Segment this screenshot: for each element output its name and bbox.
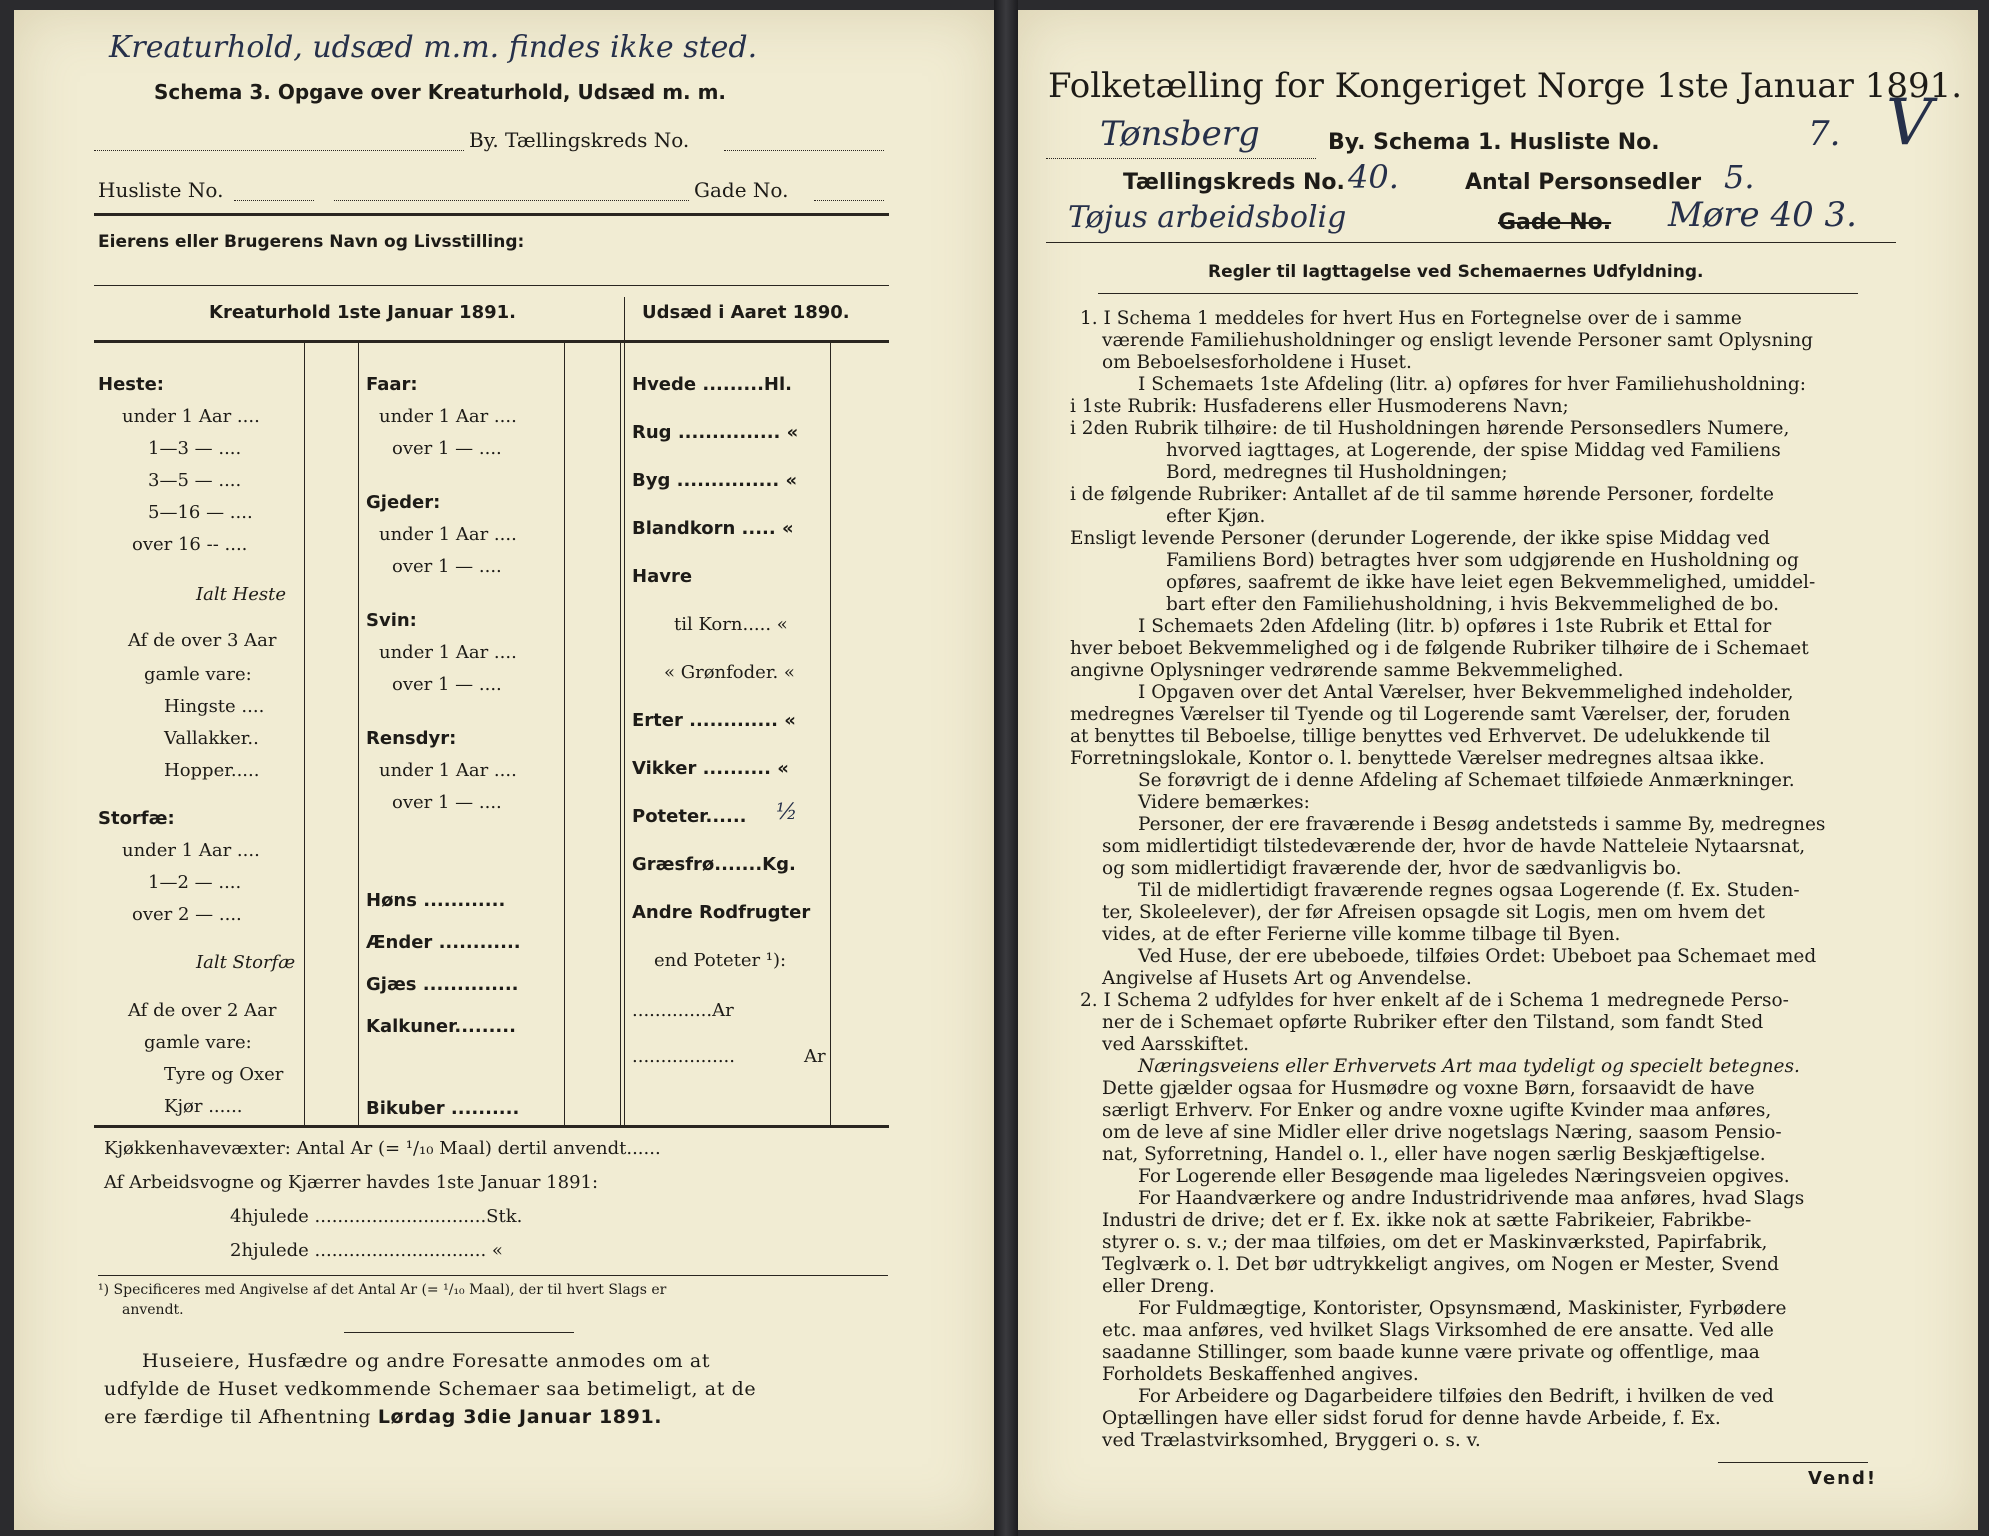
poteter-value: ½ — [776, 800, 798, 825]
gade-struck: Gade No. — [1498, 210, 1612, 235]
col3-row: Erter ............. « — [632, 710, 796, 731]
col1-row: Hingste .... — [164, 696, 265, 717]
col1-row: Storfæ: — [98, 808, 175, 829]
col1-row: over 16 -- .... — [132, 534, 248, 555]
col1-row: Kjør ...... — [164, 1096, 243, 1117]
husliste-label: Husliste No. — [98, 178, 224, 202]
col1-row: 3—5 — .... — [148, 470, 242, 491]
rule-line: hvorved iagttages, at Logerende, der spise Middag ved Familiens — [1166, 440, 1781, 461]
husliste-no: 7. — [1808, 114, 1841, 154]
col2-row: Gjæs .............. — [366, 974, 519, 995]
col1-row: Vallakker.. — [164, 728, 259, 749]
eierens-label: Eierens eller Brugerens Navn og Livsstilling: — [98, 232, 525, 252]
rule-line: Forretningslokale, Kontor o. l. benyttede Værelser medregnes altsaa ikke. — [1070, 748, 1765, 769]
col3-row: Byg ............... « — [632, 470, 798, 491]
kjokken-line: Kjøkkenhavevæxter: Antal Ar (= ¹/₁₀ Maal) dertil anvendt...... — [104, 1138, 661, 1159]
table-header-rule — [94, 340, 889, 343]
rule-line: styrer o. s. v.; der maa tilføies, om det er Maskinværksted, Papirfabrik, — [1102, 1232, 1768, 1253]
kreds-blank — [724, 150, 884, 151]
col3-row: Poteter...... — [632, 806, 747, 827]
col2-row: Rensdyr: — [366, 728, 457, 749]
col2-divider-b — [620, 342, 621, 1125]
rule-line: Optællingen have eller sidst forud for denne havde Arbeide, f. Ex. — [1102, 1408, 1721, 1429]
col2-row: Ænder ............ — [366, 932, 521, 953]
col2-row: over 1 — .... — [392, 556, 502, 577]
rule-line: I Opgaven over det Antal Værelser, hver Bekvemmelighed indeholder, — [1138, 682, 1794, 703]
rule-line: særligt Erhverv. For Enker og andre voxne ugifte Kvinder maa anføres, — [1102, 1100, 1772, 1121]
rule-line: For Logerende eller Besøgende maa ligeledes Næringsveien opgives. — [1138, 1166, 1790, 1187]
col3-row: Blandkorn ..... « — [632, 518, 794, 539]
rule-line: om de leve af sine Midler eller drive nogetslags Næring, saasom Pensio- — [1102, 1122, 1782, 1143]
col3-row: Havre — [632, 566, 693, 587]
col1-row: Af de over 2 Aar — [128, 1000, 277, 1021]
rule-line: Dette gjælder ogsaa for Husmødre og voxne Børn, forsaavidt de have — [1102, 1078, 1755, 1099]
rule-line: I Schemaets 2den Afdeling (litr. b) opføres i 1ste Rubrik et Ettal for — [1138, 616, 1772, 637]
col1-row: gamle vare: — [144, 1032, 252, 1053]
col1-row: Ialt Heste — [196, 584, 287, 605]
schema3-title: Schema 3. Opgave over Kreaturhold, Udsæd m. m. — [154, 80, 727, 104]
closing-line-1: Huseiere, Husfædre og andre Foresatte anmodes om at — [142, 1350, 711, 1372]
right-page-schema-1 — [1018, 10, 1978, 1530]
rule-line: Ensligt levende Personer (derunder Logerende, der ikke spise Middag ved — [1070, 528, 1770, 549]
col1-row: Hopper..... — [164, 760, 260, 781]
rule-line: i de følgende Rubriker: Antallet af de til samme hørende Personer, fordelte — [1070, 484, 1774, 505]
col2-row: Faar: — [366, 374, 418, 395]
col3-row: Andre Rodfrugter — [632, 902, 811, 923]
husliste-blank — [234, 200, 314, 201]
rule-line: og som midlertidigt fraværende der, hvor de sædvanligvis bo. — [1102, 858, 1682, 879]
by-blank — [94, 150, 464, 151]
vend-rule — [1718, 1462, 1868, 1463]
col3-row: .................. — [632, 1046, 735, 1067]
col1-row: 5—16 — .... — [148, 502, 253, 523]
table-top-rule — [94, 285, 889, 286]
col2-row: Gjeder: — [366, 492, 441, 513]
col1-row: Heste: — [98, 374, 164, 395]
rule-line: Personer, der ere fraværende i Besøg andetsteds i samme By, medregnes — [1138, 814, 1826, 835]
col3-row: Græsfrø.......Kg. — [632, 854, 796, 875]
col1-row: Tyre og Oxer — [164, 1064, 284, 1085]
address-handwritten: Tøjus arbeidsbolig — [1068, 200, 1347, 235]
rule-line: 1. I Schema 1 meddeles for hvert Hus en Fortegnelse over de i samme — [1080, 308, 1742, 329]
rule-line: opføres, saafremt de ikke have leiet egen Bekvemmelighed, umiddel- — [1166, 572, 1816, 593]
gade-name-blank — [334, 200, 689, 201]
col3-row: Rug ............... « — [632, 422, 799, 443]
rule-line: ved Trælastvirksomhed, Bryggeri o. s. v. — [1102, 1430, 1481, 1451]
header-rule-right — [1046, 242, 1896, 243]
town-handwritten: Tønsberg — [1100, 114, 1260, 154]
rule-line: I Schemaets 1ste Afdeling (litr. a) opføres for hver Familiehusholdning: — [1138, 374, 1806, 395]
rule-line: efter Kjøn. — [1166, 506, 1266, 527]
col2-row: under 1 Aar .... — [379, 760, 517, 781]
rule-line: ter, Skoleelever), der før Afreisen opsagde sit Logis, men om hvem det — [1102, 902, 1765, 923]
rule-line: Se forøvrigt de i denne Afdeling af Schemaet tilføiede Anmærkninger. — [1138, 770, 1795, 791]
footnote-2: anvendt. — [122, 1302, 184, 1318]
arbeidsvogne-line: Af Arbeidsvogne og Kjærrer havdes 1ste Januar 1891: — [104, 1172, 599, 1193]
rule-line: i 2den Rubrik tilhøire: de til Husholdningen hørende Personsedlers Numere, — [1070, 418, 1790, 439]
hjulede2-line: 2hjulede .............................. « — [230, 1240, 503, 1261]
by-schema-line: By. Schema 1. Husliste No. — [1328, 130, 1660, 155]
rule-line: Ved Huse, der ere ubeboede, tilføies Ordet: Ubeboet paa Schemaet med — [1138, 946, 1817, 967]
rule-line: 2. I Schema 2 udfyldes for hver enkelt af de i Schema 1 medregnede Perso- — [1080, 990, 1789, 1011]
rule-line: nat, Syforretning, Handel o. l., eller have nogen særlig Beskjæftigelse. — [1102, 1144, 1766, 1165]
by-line: By. Tællingskreds No. — [469, 128, 690, 152]
rule-line: værende Familiehusholdninger og ensligt levende Personer samt Oplysning — [1102, 330, 1813, 351]
col2-divider-a — [564, 342, 565, 1125]
rule-line: Teglværk o. l. Det bør udtrykkeligt angives, om Nogen er Mester, Svend — [1102, 1254, 1779, 1275]
rule-line: For Arbeidere og Dagarbeidere tilføies den Bedrift, i hvilken de ved — [1138, 1386, 1774, 1407]
handwritten-note: Kreaturhold, udsæd m.m. findes ikke sted. — [109, 30, 758, 65]
rule-line: For Haandværkere og andre Industridrivende maa anføres, hvad Slags — [1138, 1188, 1805, 1209]
closing-line-3-text: ere færdige til Afhentning — [104, 1406, 372, 1428]
gade-label: Gade No. — [694, 178, 789, 202]
rule-line: angivne Oplysninger vedrørende samme Bekvemmelighed. — [1070, 660, 1624, 681]
col1-row: 1—3 — .... — [148, 438, 242, 459]
rule-line: Industri de drive; det er f. Ex. ikke nok at sætte Fabrikeier, Fabrikbe- — [1102, 1210, 1752, 1231]
col3-row: end Poteter ¹): — [654, 950, 787, 971]
rule-line: medregnes Værelser til Tyende og til Logerende samt Værelser, der, foruden — [1070, 704, 1791, 725]
rules-rule — [1098, 293, 1858, 294]
rule-line: at benyttes til Beboelse, tillige benyttes ved Erhvervet. De udelukkende til — [1070, 726, 1771, 747]
col1-divider-a — [304, 342, 305, 1125]
rule-line: Videre bemærkes: — [1138, 792, 1310, 813]
rule-line: i 1ste Rubrik: Husfaderens eller Husmoderens Navn; — [1070, 396, 1569, 417]
kreds-no: 40. — [1348, 158, 1399, 196]
column-divider-main — [624, 297, 625, 1125]
rule-line: etc. maa anføres, ved hvilket Slags Virksomhed de ere ansatte. Ved alle — [1102, 1320, 1774, 1341]
census-title: Folketælling for Kongeriget Norge 1ste Januar 1891. — [1048, 66, 1963, 106]
closing-line-3-date: Lørdag 3die Januar 1891. — [377, 1406, 663, 1428]
closing-line-2: udfylde de Huset vedkommende Schemaer saa betimeligt, at de — [104, 1378, 757, 1400]
footnote-1: ¹) Specificeres med Angivelse af det Antal Ar (= ¹/₁₀ Maal), der til hvert Slags er — [98, 1282, 667, 1298]
antal-label: Antal Personsedler — [1465, 170, 1702, 195]
udsaed-header: Udsæd i Aaret 1890. — [642, 302, 850, 323]
col2-row: Høns ............ — [366, 890, 506, 911]
rule-line: hver beboet Bekvemmelighed og i de følgende Rubriker tilhøire de i Schemaet — [1070, 638, 1809, 659]
rule-line: vides, at de efter Ferierne ville komme tilbage til Byen. — [1102, 924, 1621, 945]
book-spine — [994, 0, 1018, 1536]
col3-row: Ar — [804, 1046, 826, 1067]
col3-row: ..............Ar — [632, 1000, 734, 1021]
kreds-label: Tællingskreds No. — [1123, 170, 1345, 195]
col2-row: under 1 Aar .... — [379, 524, 517, 545]
gade-no-blank — [814, 200, 884, 201]
closing-rule — [344, 1332, 574, 1333]
table-bottom-rule — [94, 1125, 889, 1128]
rule-line: saadanne Stillinger, som baade kunne være private og offentlige, maa — [1102, 1342, 1760, 1363]
col2-row: under 1 Aar .... — [379, 406, 517, 427]
town-blank — [1046, 158, 1316, 159]
rule-line: Bord, medregnes til Husholdningen; — [1166, 462, 1508, 483]
col1-row: over 2 — .... — [132, 904, 242, 925]
col3-row: « Grønfoder. « — [664, 662, 795, 683]
col2-row: Svin: — [366, 610, 417, 631]
col1-row: gamle vare: — [144, 664, 252, 685]
kreaturhold-header: Kreaturhold 1ste Januar 1891. — [209, 302, 516, 323]
col2-row: Kalkuner......... — [366, 1016, 516, 1037]
col3-row: Hvede .........Hl. — [632, 374, 792, 395]
col1-row: 1—2 — .... — [148, 872, 242, 893]
rule-line: Næringsveiens eller Erhvervets Art maa tydeligt og specielt betegnes. — [1138, 1056, 1800, 1077]
rule-line: ved Aarsskiftet. — [1102, 1034, 1250, 1055]
left-page-schema-3 — [14, 10, 994, 1530]
col3-divider-a — [830, 342, 831, 1125]
rule-line: Forholdets Beskaffenhed angives. — [1102, 1364, 1419, 1385]
col1-row: Af de over 3 Aar — [128, 630, 277, 651]
footnote-rule — [98, 1275, 888, 1276]
rule-line: For Fuldmægtige, Kontorister, Opsynsmænd, Maskinister, Fyrbødere — [1138, 1298, 1787, 1319]
col2-row: Bikuber .......... — [366, 1098, 520, 1119]
col1-row: under 1 Aar .... — [122, 840, 260, 861]
col1-row: under 1 Aar .... — [122, 406, 260, 427]
rule-line: ner de i Schemaet opførte Rubriker efter den Tilstand, som fandt Sted — [1102, 1012, 1764, 1033]
col1-divider-b — [358, 342, 359, 1125]
vend-label: Vend! — [1808, 1468, 1878, 1489]
rule-line: Til de midlertidigt fraværende regnes ogsaa Logerende (f. Ex. Studen- — [1138, 880, 1800, 901]
col2-row: over 1 — .... — [392, 792, 502, 813]
rule-line: bart efter den Familiehusholdning, i hvis Bekvemmelighed de bo. — [1166, 594, 1779, 615]
col3-row: til Korn..... « — [674, 614, 788, 635]
gade-handwritten: Møre 40 3. — [1668, 195, 1857, 235]
check-mark: V — [1886, 86, 1933, 160]
hjulede4-line: 4hjulede ..............................Stk. — [230, 1206, 523, 1227]
col2-row: under 1 Aar .... — [379, 642, 517, 663]
col3-row: Vikker .......... « — [632, 758, 789, 779]
closing-line-3 — [104, 1406, 662, 1428]
col1-row: Ialt Storfæ — [196, 952, 296, 973]
rules-title: Regler til Iagttagelse ved Schemaernes Udfyldning. — [1208, 262, 1704, 282]
antal-no: 5. — [1724, 158, 1755, 196]
header-rule — [94, 213, 889, 216]
col2-row: over 1 — .... — [392, 674, 502, 695]
rule-line: Angivelse af Husets Art og Anvendelse. — [1102, 968, 1472, 989]
rule-line: eller Dreng. — [1102, 1276, 1215, 1297]
rule-line: som midlertidigt tilstedeværende der, hvor de havde Natteleie Nytaarsnat, — [1102, 836, 1806, 857]
col2-row: over 1 — .... — [392, 438, 502, 459]
rule-line: om Beboelsesforholdene i Huset. — [1102, 352, 1412, 373]
rule-line: Familiens Bord) betragtes hver som udgjørende en Husholdning og — [1166, 550, 1799, 571]
